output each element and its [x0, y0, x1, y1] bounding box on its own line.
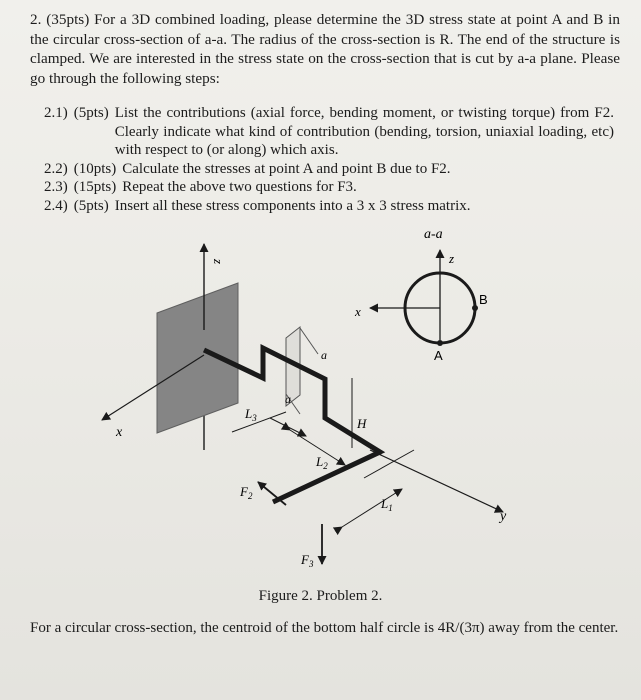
- f3-label: $F_3$: [301, 552, 314, 569]
- step-list: [44, 104, 614, 215]
- section-title: a-a: [424, 227, 443, 242]
- step-number: 2.2): [44, 160, 68, 177]
- l3-dimension-arrow: [270, 418, 306, 436]
- step-item: [44, 197, 614, 216]
- x-label-main: x: [116, 425, 123, 440]
- step-item: [44, 178, 614, 197]
- a-label-lower: a: [285, 392, 291, 406]
- l1-label: $L_1$: [381, 496, 393, 513]
- f2-force-arrow: [258, 482, 286, 505]
- point-b-label: B: [479, 292, 488, 307]
- step-points: (5pts): [73, 197, 109, 214]
- step-text: Insert all these stress components into a 3 x 3 stress matrix.: [114, 197, 471, 214]
- step-text: List the contributions (axial force, bending moment, or twisting torque) from F2. Clearly indicate what kind of contribution (bending, torsion, uniaxial loading, etc) with respect to (or along) which axis.: [114, 105, 614, 158]
- step-points: (5pts): [73, 105, 109, 121]
- cut-line-upper: [300, 328, 318, 354]
- step-number: 2.1): [44, 105, 68, 121]
- step-number: 2.4): [44, 197, 68, 214]
- z-label-main: z: [211, 259, 226, 265]
- step-points: (10pts): [73, 160, 117, 177]
- l2-label: $L_2$: [316, 454, 328, 471]
- centroid-note: For a circular cross-section, the centroid of the bottom half circle is 4R/(3π) away from the center.: [30, 620, 619, 636]
- x-label-section: x: [355, 304, 361, 319]
- point-a-label: A: [434, 348, 443, 363]
- step-item: [44, 104, 614, 160]
- structure-diagram: [0, 215, 641, 587]
- a-label-upper: a: [321, 348, 327, 362]
- step-points: (15pts): [73, 179, 117, 195]
- l1-dimension-arrow: [342, 489, 402, 527]
- step-item: [44, 160, 614, 179]
- point-a-marker: [437, 340, 443, 346]
- step-text: Repeat the above two questions for F3.: [122, 179, 357, 195]
- l3-label: $L_3$: [245, 406, 257, 423]
- h-label: H: [357, 416, 367, 431]
- y-label-main: y: [500, 509, 507, 524]
- problem-intro: 2. (35pts) For a 3D combined loading, please determine the 3D stress state at point A and B in the circular cross-section of a-a. The radius of the cross-section is R. The end of the structure is clamped. We are interested in the stress state on the cross-section that is cut by a-a plane. Please go through the following steps:: [30, 11, 620, 87]
- step-text: Calculate the stresses at point A and point B due to F2.: [122, 160, 451, 177]
- point-b-marker: [472, 305, 478, 311]
- z-label-section: z: [449, 251, 455, 266]
- f2-label: $F_2$: [240, 484, 253, 501]
- figure-caption: Figure 2. Problem 2.: [258, 588, 383, 604]
- step-number: 2.3): [44, 179, 68, 195]
